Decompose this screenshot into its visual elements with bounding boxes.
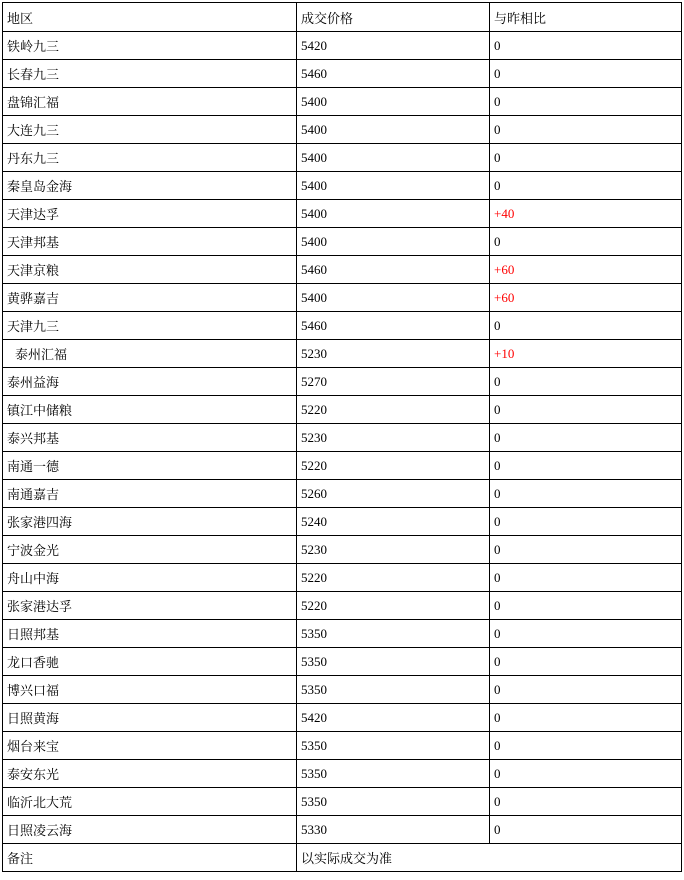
cell-region: 铁岭九三	[3, 32, 297, 60]
cell-change: 0	[490, 536, 682, 564]
footer-note: 以实际成交为准	[297, 844, 682, 872]
cell-price: 5400	[297, 116, 490, 144]
cell-region: 盘锦汇福	[3, 88, 297, 116]
cell-change: 0	[490, 508, 682, 536]
cell-region: 丹东九三	[3, 144, 297, 172]
price-table	[2, 2, 682, 872]
cell-price: 5400	[297, 284, 490, 312]
cell-region: 日照凌云海	[3, 816, 297, 844]
cell-region: 镇江中储粮	[3, 396, 297, 424]
cell-price: 5220	[297, 452, 490, 480]
cell-region: 天津邦基	[3, 228, 297, 256]
cell-change: 0	[490, 704, 682, 732]
table-row	[3, 368, 682, 396]
cell-change: 0	[490, 592, 682, 620]
cell-region: 烟台来宝	[3, 732, 297, 760]
cell-price: 5420	[297, 704, 490, 732]
cell-region: 天津九三	[3, 312, 297, 340]
cell-region: 张家港四海	[3, 508, 297, 536]
cell-region: 临沂北大荒	[3, 788, 297, 816]
table-row	[3, 592, 682, 620]
cell-price: 5400	[297, 88, 490, 116]
cell-region: 宁波金光	[3, 536, 297, 564]
table-row	[3, 648, 682, 676]
table-row	[3, 200, 682, 228]
cell-price: 5460	[297, 256, 490, 284]
cell-price: 5220	[297, 592, 490, 620]
cell-change: 0	[490, 368, 682, 396]
cell-change: +40	[490, 200, 682, 228]
cell-region: 龙口香驰	[3, 648, 297, 676]
cell-region: 博兴口福	[3, 676, 297, 704]
cell-region: 大连九三	[3, 116, 297, 144]
table-row	[3, 760, 682, 788]
cell-region: 黄骅嘉吉	[3, 284, 297, 312]
cell-region: 日照邦基	[3, 620, 297, 648]
cell-price: 5400	[297, 172, 490, 200]
cell-change: +60	[490, 284, 682, 312]
table-header-row	[3, 3, 682, 32]
footer-label: 备注	[3, 844, 297, 872]
cell-change: 0	[490, 564, 682, 592]
table-row	[3, 284, 682, 312]
cell-price: 5400	[297, 144, 490, 172]
cell-region: 泰安东光	[3, 760, 297, 788]
cell-change: 0	[490, 452, 682, 480]
cell-price: 5400	[297, 228, 490, 256]
cell-region: 泰州益海	[3, 368, 297, 396]
table-row	[3, 480, 682, 508]
cell-region: 日照黄海	[3, 704, 297, 732]
cell-price: 5460	[297, 312, 490, 340]
cell-region: 舟山中海	[3, 564, 297, 592]
header-price: 成交价格	[297, 3, 490, 32]
table-row	[3, 116, 682, 144]
table-footer-row	[3, 844, 682, 872]
cell-change: 0	[490, 676, 682, 704]
table-row	[3, 32, 682, 60]
cell-price: 5350	[297, 620, 490, 648]
table-row	[3, 452, 682, 480]
cell-change: 0	[490, 32, 682, 60]
cell-change: 0	[490, 172, 682, 200]
cell-change: 0	[490, 228, 682, 256]
cell-price: 5260	[297, 480, 490, 508]
table-row	[3, 256, 682, 284]
table-row	[3, 816, 682, 844]
cell-region: 天津京粮	[3, 256, 297, 284]
table-row	[3, 536, 682, 564]
table-row	[3, 340, 682, 368]
table-body	[3, 32, 682, 844]
cell-price: 5460	[297, 60, 490, 88]
table-row	[3, 676, 682, 704]
cell-region: 天津达孚	[3, 200, 297, 228]
table-row	[3, 732, 682, 760]
cell-region: 秦皇岛金海	[3, 172, 297, 200]
cell-change: 0	[490, 732, 682, 760]
table-row	[3, 704, 682, 732]
cell-price: 5220	[297, 564, 490, 592]
cell-region: 长春九三	[3, 60, 297, 88]
cell-region: 张家港达孚	[3, 592, 297, 620]
cell-change: 0	[490, 312, 682, 340]
table-row	[3, 172, 682, 200]
cell-change: 0	[490, 788, 682, 816]
cell-change: +60	[490, 256, 682, 284]
cell-price: 5350	[297, 648, 490, 676]
cell-region: 泰兴邦基	[3, 424, 297, 452]
cell-change: 0	[490, 88, 682, 116]
cell-price: 5400	[297, 200, 490, 228]
cell-change: 0	[490, 424, 682, 452]
header-change: 与昨相比	[490, 3, 682, 32]
cell-price: 5230	[297, 536, 490, 564]
cell-price: 5420	[297, 32, 490, 60]
table-row	[3, 88, 682, 116]
cell-change: 0	[490, 648, 682, 676]
cell-change: +10	[490, 340, 682, 368]
cell-price: 5240	[297, 508, 490, 536]
header-region: 地区	[3, 3, 297, 32]
cell-change: 0	[490, 116, 682, 144]
cell-price: 5350	[297, 676, 490, 704]
price-table-container	[2, 2, 682, 872]
table-row	[3, 228, 682, 256]
cell-price: 5350	[297, 732, 490, 760]
cell-price: 5270	[297, 368, 490, 396]
cell-price: 5230	[297, 340, 490, 368]
cell-region: 南通一德	[3, 452, 297, 480]
table-row	[3, 508, 682, 536]
cell-change: 0	[490, 620, 682, 648]
cell-change: 0	[490, 60, 682, 88]
cell-change: 0	[490, 144, 682, 172]
cell-change: 0	[490, 816, 682, 844]
cell-change: 0	[490, 760, 682, 788]
table-row	[3, 312, 682, 340]
table-row	[3, 424, 682, 452]
table-row	[3, 564, 682, 592]
cell-price: 5230	[297, 424, 490, 452]
cell-price: 5350	[297, 788, 490, 816]
cell-change: 0	[490, 396, 682, 424]
cell-price: 5350	[297, 760, 490, 788]
table-row	[3, 144, 682, 172]
cell-price: 5330	[297, 816, 490, 844]
table-row	[3, 60, 682, 88]
cell-region: 泰州汇福	[3, 340, 297, 368]
cell-region: 南通嘉吉	[3, 480, 297, 508]
table-row	[3, 788, 682, 816]
table-row	[3, 620, 682, 648]
cell-price: 5220	[297, 396, 490, 424]
table-row	[3, 396, 682, 424]
cell-change: 0	[490, 480, 682, 508]
